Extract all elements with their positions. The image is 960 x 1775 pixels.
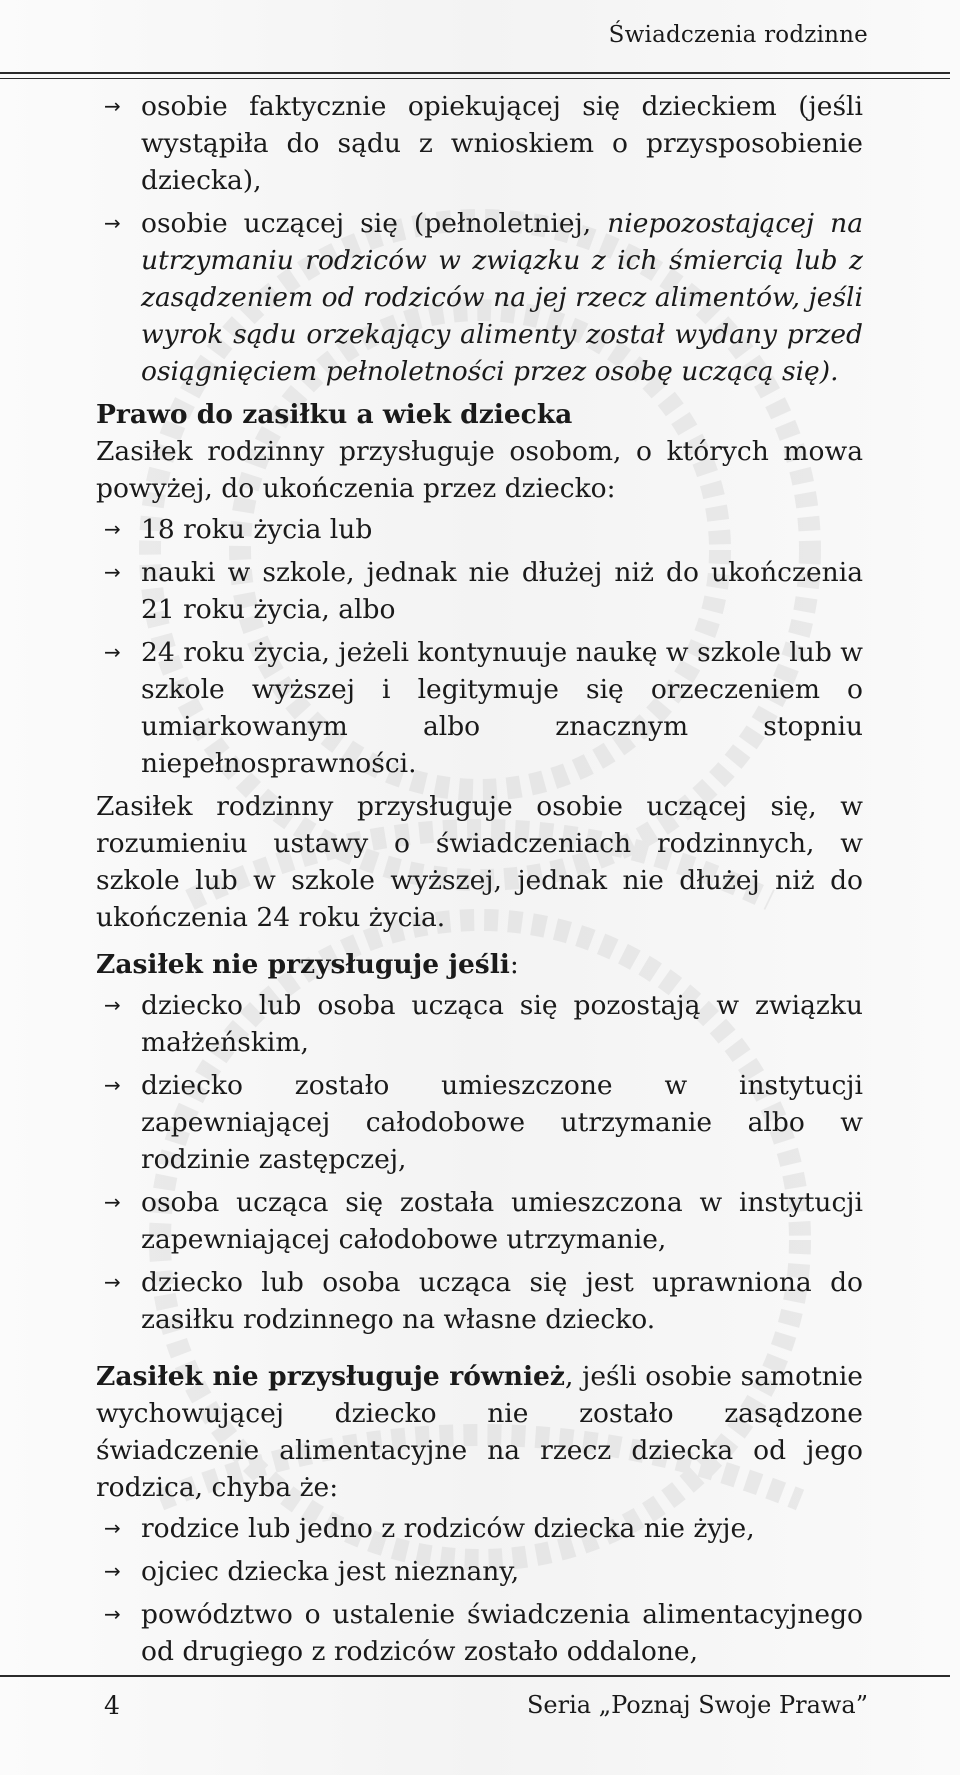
arrow-right-icon: →: [104, 1073, 121, 1097]
list-item: → 24 roku życia, jeżeli kontynuuje naukę w szkole lub w szkole wyższej i legitymuje się orzeczeniem o umiarkowanym albo znacznym stopniu niepełnosprawności.: [96, 634, 863, 782]
list-item: → dziecko lub osoba ucząca się pozostają w związku małżeńskim,: [96, 987, 863, 1061]
section-also-paragraph: Zasiłek nie przysługuje również, jeśli osobie samotnie wychowującej dziecko nie zostało zasądzone świadczenie alimentacyjne na rzecz dziecka od jego rodzica, chyba że:: [96, 1361, 863, 1503]
section-heading-age: Prawo do zasiłku a wiek dziecka: [96, 399, 573, 430]
arrow-right-icon: →: [104, 517, 121, 541]
page-header: [0, 0, 960, 78]
header-title: Świadczenia rodzinne: [608, 22, 868, 48]
section-closing-age: Zasiłek rodzinny przysługuje osobie uczącej się, w rozumieniu ustawy o świadczeniach rodzinnych, w szkole lub w szkole wyższej, jednak nie dłużej niż do ukończenia 24 roku życia.: [96, 791, 863, 933]
list-item: → rodzice lub jedno z rodziców dziecka nie żyje,: [96, 1510, 863, 1547]
arrow-right-icon: →: [104, 1602, 121, 1626]
arrow-right-icon: →: [104, 640, 121, 664]
list-item: → nauki w szkole, jednak nie dłużej niż do ukończenia 21 roku życia, albo: [96, 554, 863, 628]
arrow-right-icon: →: [104, 993, 121, 1017]
page-content: [96, 88, 863, 1676]
age-list: [96, 511, 863, 782]
list-item: → ojciec dziecka jest nieznany,: [96, 1553, 863, 1590]
section-heading-not-granted: Zasiłek nie przysługuje jeśli:: [96, 949, 519, 980]
list-item: → osobie uczącej się (pełnoletniej, niepozostającej na utrzymaniu rodziców w związku z ich śmiercią lub z zasądzeniem od rodziców na jej rzecz alimentów, jeśli wyrok sądu orzekający alimenty został wydany przed osiągnięciem pełnoletności przez osobę uczącą się).: [96, 205, 863, 390]
list-item: → 18 roku życia lub: [96, 511, 863, 548]
list-item: → osoba ucząca się została umieszczona w instytucji zapewniającej całodobowe utrzymanie,: [96, 1184, 863, 1258]
list-item: → powództwo o ustalenie świadczenia alimentacyjnego od drugiego z rodziców zostało oddalone,: [96, 1596, 863, 1670]
header-rule: [0, 72, 950, 74]
page-footer: [0, 1675, 960, 1775]
arrow-right-icon: →: [104, 1270, 121, 1294]
intro-list: [96, 88, 863, 390]
arrow-right-icon: →: [104, 560, 121, 584]
also-list: [96, 1510, 863, 1670]
list-item: → dziecko zostało umieszczone w instytucji zapewniającej całodobowe utrzymanie albo w rodzinie zastępczej,: [96, 1067, 863, 1178]
list-item: → osobie faktycznie opiekującej się dzieckiem (jeśli wystąpiła do sądu z wnioskiem o przysposobienie dziecka),: [96, 88, 863, 199]
section-intro-age: Zasiłek rodzinny przysługuje osobom, o których mowa powyżej, do ukończenia przez dziecko:: [96, 436, 863, 504]
header-rule-thin: [0, 78, 950, 79]
arrow-right-icon: →: [104, 1516, 121, 1540]
arrow-right-icon: →: [104, 94, 121, 118]
list-item: → dziecko lub osoba ucząca się jest uprawniona do zasiłku rodzinnego na własne dziecko.: [96, 1264, 863, 1338]
arrow-right-icon: →: [104, 1190, 121, 1214]
not-granted-list: [96, 987, 863, 1338]
arrow-right-icon: →: [104, 1559, 121, 1583]
page-number: 4: [104, 1691, 120, 1720]
arrow-right-icon: →: [104, 211, 121, 235]
series-title: Seria „Poznaj Swoje Prawa”: [526, 1691, 868, 1719]
footer-rule: [0, 1675, 950, 1677]
